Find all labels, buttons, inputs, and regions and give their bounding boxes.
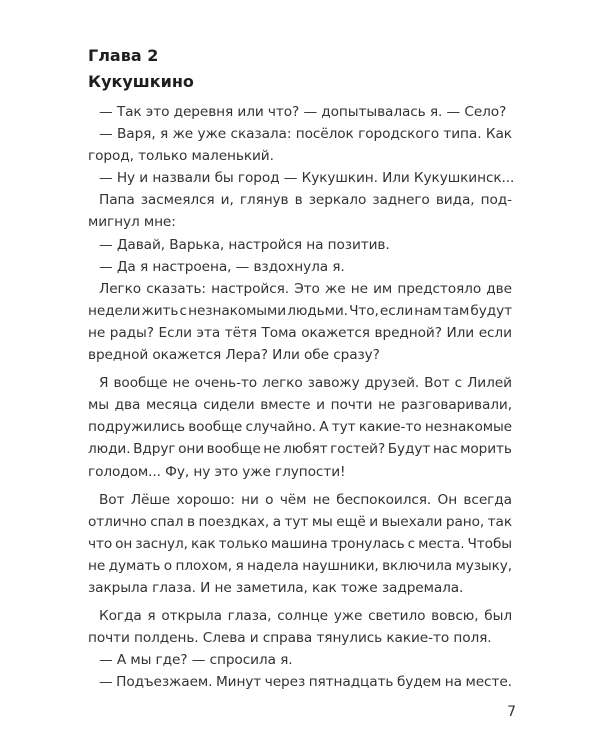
text-line: Легко сказать: настройся. Это же не им предстояло две — [99, 280, 512, 297]
chapter-heading: Глава 2 — [88, 46, 159, 65]
body-text — [88, 101, 515, 693]
text-line: закрыла глаза. И не заметила, как тоже задремала. — [88, 579, 464, 596]
text-line: не думать о плохом, я надела наушники, включила музыку, — [88, 557, 512, 574]
text-line: не рады? Если эта тётя Тома окажется вредной? Или если — [88, 324, 512, 341]
page-number: 7 — [507, 704, 516, 720]
paragraph — [88, 256, 512, 278]
text-line: Когда я открыла глаза, солнце уже светило вовсю, был — [99, 608, 512, 625]
paragraph — [88, 671, 512, 693]
text-line: Вот Лёше хорошо: ни о чём не беспокоился. Он всегда — [99, 491, 512, 508]
text-line: что он заснул, как только машина тронулась с места. Чтобы — [88, 535, 512, 552]
text-line: недели жить с незнакомыми людьми. Что, если нам там будут — [88, 302, 512, 319]
text-line: — Варя, я же уже сказала: посёлок городского типа. Как — [99, 126, 512, 143]
text-line: мы два месяца сидели вместе и почти не разговаривали, — [88, 397, 512, 414]
paragraph — [88, 489, 512, 599]
paragraph — [88, 278, 512, 366]
paragraph — [88, 605, 512, 649]
text-line: Я вообще не очень-то легко завожу друзей. Вот с Лилей — [99, 375, 512, 392]
paragraph — [88, 123, 512, 167]
text-line: почти полдень. Слева и справа тянулись какие-то поля. — [88, 630, 492, 647]
paragraph — [88, 649, 512, 671]
text-line: отлично спал в поездках, а тут мы ещё и выехали рано, так — [88, 513, 512, 530]
text-line: — Ну и назвали бы город — Кукушкин. Или Кукушкинск... — [99, 170, 515, 187]
paragraph — [88, 189, 512, 233]
text-line: — Да я настроена, — вздохнула я. — [99, 258, 345, 275]
text-line: подружились вообще случайно. А тут какие-то незнакомые — [88, 419, 512, 436]
text-line: Папа засмеялся и, глянув в зеркало заднего вида, под- — [99, 192, 512, 209]
text-line: — А мы где? — спросила я. — [99, 652, 293, 669]
text-line: мигнул мне: — [88, 214, 176, 231]
chapter-title: Кукушкино — [88, 72, 194, 91]
text-line: вредной окажется Лера? Или обе сразу? — [88, 347, 380, 364]
paragraph — [88, 234, 512, 256]
text-line: голодом... Фу, ну это уже глупости! — [88, 463, 346, 480]
paragraph — [88, 101, 512, 123]
paragraph — [88, 372, 512, 482]
text-line: город, только маленький. — [88, 148, 274, 165]
paragraph — [88, 167, 515, 189]
text-line: — Подъезжаем. Минут через пятнадцать будем на месте. — [99, 674, 512, 691]
text-line: люди. Вдруг они вообще не любят гостей? Будут нас морить — [88, 441, 512, 458]
text-line: — Так это деревня или что? — допытывалась я. — Село? — [99, 104, 507, 120]
text-line: — Давай, Варька, настройся на позитив. — [99, 236, 390, 253]
